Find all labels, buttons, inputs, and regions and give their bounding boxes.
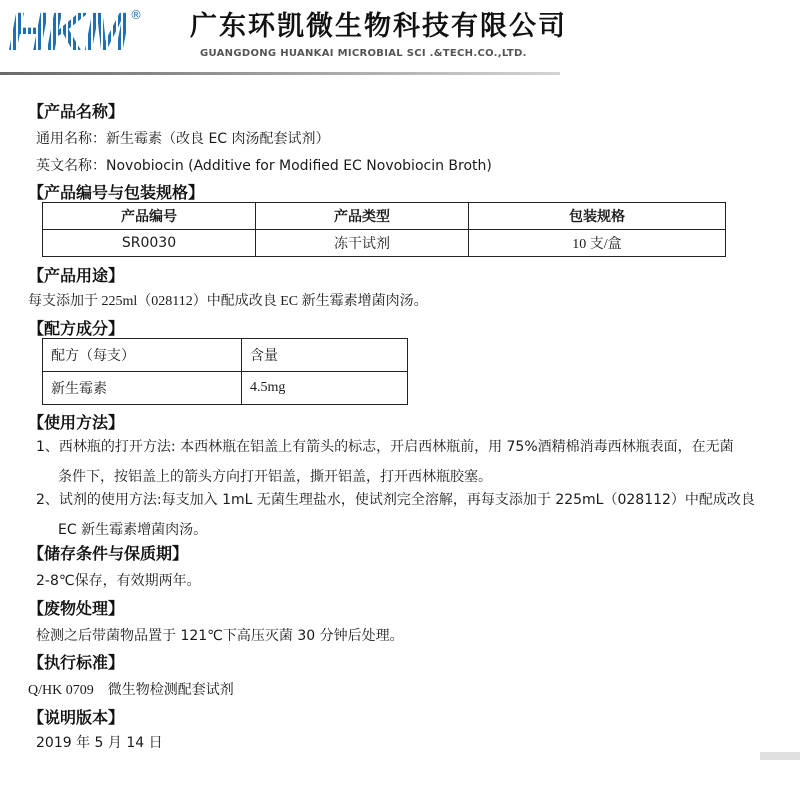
version-date: 2019 年 5 月 14 日 — [36, 735, 163, 751]
header-product-type: 产品类型 — [256, 203, 469, 230]
cell-product-type: 冻干试剂 — [256, 230, 469, 257]
storage-text: 2-8℃保存，有效期两年。 — [36, 573, 201, 589]
company-logo — [8, 4, 142, 60]
logo-mark: HKM — [8, 2, 128, 62]
header-divider — [0, 72, 560, 75]
product-use-text: 每支添加于 225ml（028112）中配成改良 EC 新生霉素增菌肉汤。 — [28, 294, 428, 309]
corner-decoration — [760, 752, 800, 760]
header-content: 含量 — [242, 339, 408, 372]
usage-item-1-line-1: 1、西林瓶的打开方法: 本西林瓶在铝盖上有箭头的标志，开启西林瓶前，用 75%酒精棉消毒西林瓶表面，在无菌 — [36, 439, 734, 455]
section-title-disposal: 【废物处理】 — [28, 599, 125, 618]
section-title-usage: 【使用方法】 — [28, 413, 125, 432]
section-title-product-name: 【产品名称】 — [28, 102, 125, 121]
usage-item-2-line-2: EC 新生霉素增菌肉汤。 — [58, 522, 208, 538]
table-row — [43, 372, 408, 405]
cell-product-code: SR0030 — [43, 230, 256, 257]
usage-item-2-line-1: 2、试剂的使用方法:每支加入 1mL 无菌生理盐水，使试剂完全溶解，再每支添加于 225mL（028112）中配成改良 — [36, 492, 755, 508]
section-title-version: 【说明版本】 — [28, 708, 125, 727]
standard-text: Q/HK 0709 微生物检测配套试剂 — [28, 683, 234, 698]
usage-item-1 — [36, 432, 790, 492]
header-package-spec: 包装规格 — [469, 203, 726, 230]
usage-item-1-line-2: 条件下，按铝盖上的箭头方向打开铝盖，撕开铝盖，打开西林瓶胶塞。 — [58, 469, 492, 485]
header-product-code: 产品编号 — [43, 203, 256, 230]
table-header-row — [43, 203, 726, 230]
disposal-text: 检测之后带菌物品置于 121℃下高压灭菌 30 分钟后处理。 — [36, 628, 404, 644]
english-name: 英文名称：Novobiocin (Additive for Modified EC Novobiocin Broth) — [36, 158, 492, 174]
usage-item-2 — [36, 485, 790, 545]
section-title-storage: 【储存条件与保质期】 — [28, 544, 189, 563]
registered-mark: ® — [129, 8, 142, 22]
product-spec-table — [42, 202, 726, 257]
header-formula: 配方（每支） — [43, 339, 242, 372]
cell-amount: 4.5mg — [242, 372, 408, 405]
table-row — [43, 230, 726, 257]
table-header-row — [43, 339, 408, 372]
company-name-cn: 广东环凯微生物科技有限公司 — [190, 11, 567, 42]
cell-ingredient: 新生霉素 — [43, 372, 242, 405]
company-name-en: GUANGDONG HUANKAI MICROBIAL SCI .&TECH.CO.,LTD. — [200, 48, 527, 59]
common-name: 通用名称：新生霉素（改良 EC 肉汤配套试剂） — [36, 131, 330, 147]
section-title-product-spec: 【产品编号与包装规格】 — [28, 183, 205, 202]
section-title-standard: 【执行标准】 — [28, 653, 125, 672]
cell-package-spec: 10 支/盒 — [469, 230, 726, 257]
formula-table — [42, 338, 408, 405]
section-title-formula: 【配方成分】 — [28, 319, 125, 338]
section-title-product-use: 【产品用途】 — [28, 266, 125, 285]
